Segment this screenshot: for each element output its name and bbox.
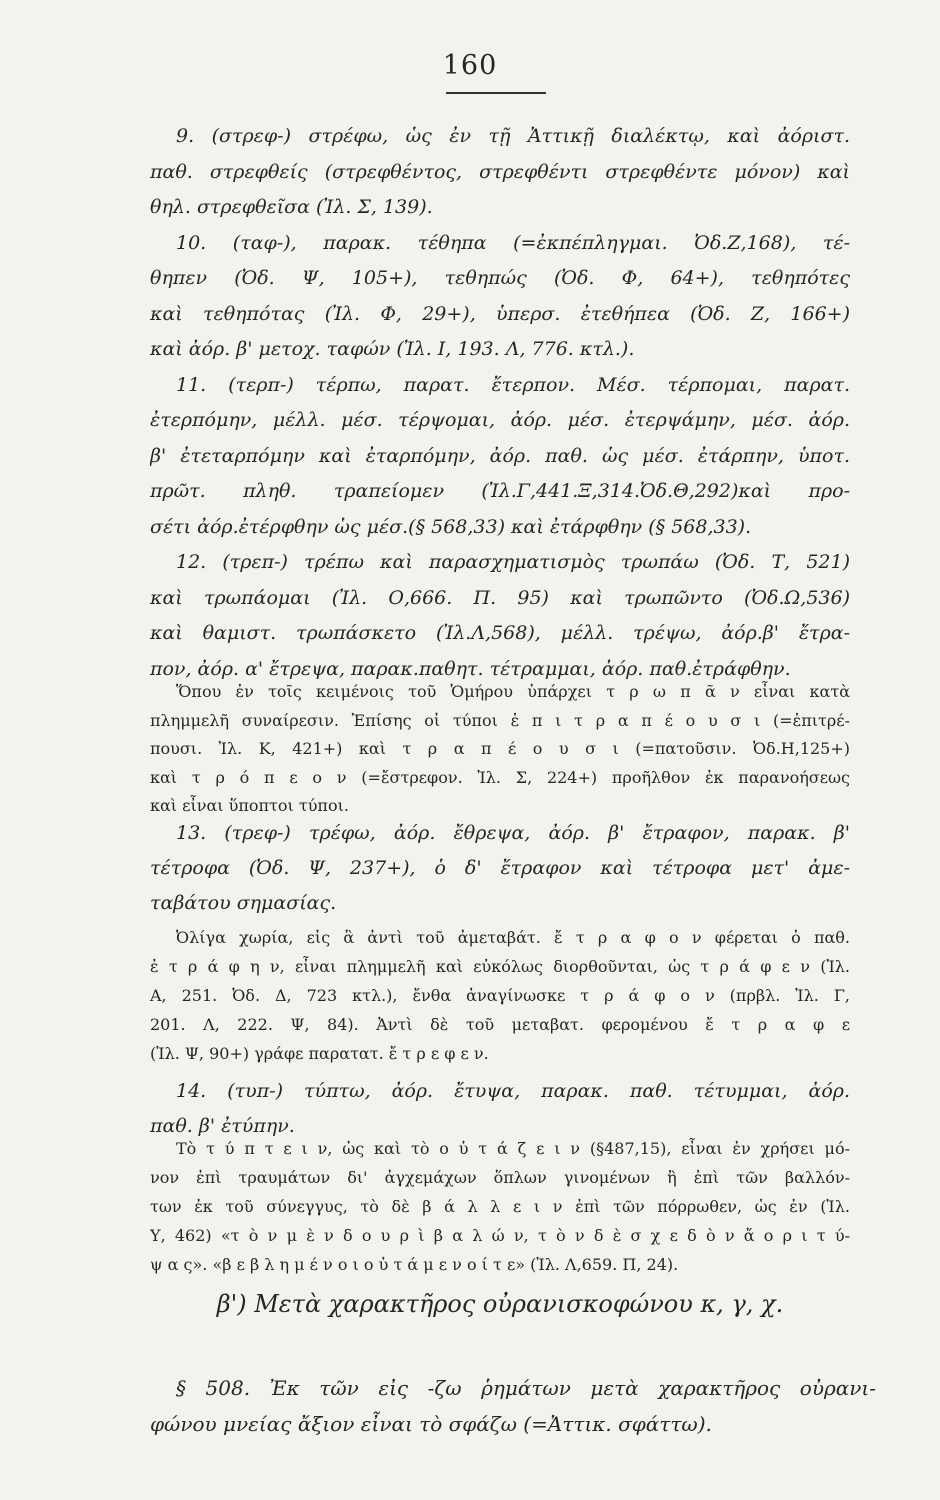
text-line: 10. (ταφ-), παρακ. τέθηπα (=ἐκπέπληγμαι. Ὀδ.Ζ,168), τέ-: [176, 231, 850, 254]
section-text-line: § 508. Ἐκ τῶν εἰς -ζω ῥημάτων μετὰ χαρακτῆρος οὐρανι-: [176, 1376, 876, 1400]
text-line: ἐ τ ρ ά φ η ν, εἶναι πλημμελῆ καὶ εὐκόλως διορθοῦνται, ὡς τ ρ ά φ ε ν (Ἰλ.: [150, 957, 850, 976]
header-rule: [446, 92, 546, 94]
text-line: 13. (τρεφ-) τρέφω, ἀόρ. ἔθρεψα, ἀόρ. β' ἔτραφον, παρακ. β': [176, 822, 850, 844]
text-line: θηλ. στρεφθεῖσα (Ἰλ. Σ, 139).: [150, 196, 433, 218]
text-line: (Ἰλ. Ψ, 90+) γράφε παρατατ. ἔ τ ρ ε φ ε ν.: [150, 1044, 489, 1063]
text-line: καὶ τρωπάομαι (Ἰλ. Ο,666. Π. 95) καὶ τρωπῶντο (Ὀδ.Ω,536): [150, 586, 850, 609]
text-line: 9. (στρεφ-) στρέφω, ὡς ἐν τῇ Ἀττικῇ διαλέκτῳ, καὶ ἀόριστ.: [176, 125, 850, 147]
text-line: Τὸ τ ύ π τ ε ι ν, ὡς καὶ τὸ ο ὐ τ ά ζ ε ι ν (§487,15), εἶναι ἐν χρήσει μό-: [176, 1139, 850, 1158]
text-line: καὶ εἶναι ὕποπτοι τύποι.: [150, 796, 349, 815]
text-line: σέτι ἀόρ.ἐτέρφθην ὡς μέσ.(§ 568,33) καὶ ἐτάρφθην (§ 568,33).: [150, 515, 752, 538]
text-line: καὶ τ ρ ό π ε ο ν (=ἔστρεφον. Ἰλ. Σ, 224+) προῆλθον ἐκ παρανοήσεως: [150, 767, 850, 787]
section-text-line: φώνου μνείας ἄξιον εἶναι τὸ σφάζω (=Ἀττικ. σφάττω).: [150, 1412, 712, 1436]
text-line: 11. (τερπ-) τέρπω, παρατ. ἔτερπον. Μέσ. τέρπομαι, παρατ.: [176, 373, 850, 396]
text-line: πουσι. Ἰλ. Κ, 421+) καὶ τ ρ α π έ ο υ σ ι (=πατοῦσιν. Ὀδ.Η,125+): [150, 739, 850, 758]
text-line: θηπεν (Ὀδ. Ψ, 105+), τεθηπώς (Ὀδ. Φ, 64+), τεθηπότες: [150, 267, 850, 289]
text-line: καὶ θαμιστ. τρωπάσκετο (Ἰλ.Λ,568), μέλλ. τρέψω, ἀόρ.β' ἔτρα-: [150, 622, 850, 644]
text-line: των ἐκ τοῦ σύνεγγυς, τὸ δὲ β ά λ λ ε ι ν ἐπὶ τῶν πόρρωθεν, ὡς ἐν (Ἰλ.: [150, 1197, 850, 1216]
text-line: Α, 251. Ὀδ. Δ, 723 κτλ.), ἔνθα ἀναγίνωσκε τ ρ ά φ ο ν (πρβλ. Ἰλ. Γ,: [150, 986, 850, 1005]
text-line: νον ἐπὶ τραυμάτων δι' ἀγχεμάχων ὅπλων γινομένων ἢ ἐπὶ τῶν βαλλόν-: [150, 1168, 850, 1187]
section-subheading: β') Μετὰ χαρακτῆρος οὐρανισκοφώνου κ, γ, χ.: [216, 1290, 784, 1318]
text-line: καὶ ἀόρ. β' μετοχ. ταφών (Ἰλ. Ι, 193. Λ, 776. κτλ.).: [150, 338, 635, 360]
text-line: Υ, 462) «τ ὸ ν μ ὲ ν δ ο υ ρ ὶ β α λ ώ ν, τ ὸ ν δ ὲ σ χ ε δ ὸ ν ἄ ο ρ ι τ ύ-: [150, 1226, 850, 1245]
text-line: 14. (τυπ-) τύπτω, ἀόρ. ἔτυψα, παρακ. παθ. τέτυμμαι, ἀόρ.: [176, 1080, 850, 1102]
text-line: ψ α ς». «β ε β λ η μ έ ν ο ι ο ὐ τ ά μ ε ν ο ί τ ε» (Ἰλ. Λ,659. Π, 24).: [150, 1255, 679, 1274]
text-line: πλημμελῆ συναίρεσιν. Ἐπίσης οἱ τύποι ἐ π ι τ ρ α π έ ο υ σ ι (=ἐπιτρέ-: [150, 710, 850, 730]
text-line: β' ἐτεταρπόμην καὶ ἐταρπόμην, ἀόρ. παθ. ὡς μέσ. ἐτάρπην, ὑποτ.: [150, 444, 850, 467]
text-line: καὶ τεθηπότας (Ἰλ. Φ, 29+), ὑπερσ. ἐτεθήπεα (Ὀδ. Ζ, 166+): [150, 302, 850, 325]
text-line: ἐτερπόμην, μέλλ. μέσ. τέρψομαι, ἀόρ. μέσ. ἐτερψάμην, μέσ. ἀόρ.: [150, 409, 850, 431]
text-line: τέτροφα (Ὀδ. Ψ, 237+), ὁ δ' ἔτραφον καὶ τέτροφα μετ' ἀμε-: [150, 857, 850, 879]
text-line: 12. (τρεπ-) τρέπω καὶ παρασχηματισμὸς τρωπάω (Ὀδ. Τ, 521): [176, 551, 850, 573]
text-line: πρῶτ. πληθ. τραπείομεν (Ἰλ.Γ,441.Ξ,314.Ὀδ.Θ,292)καὶ προ-: [150, 480, 850, 502]
text-line: παθ. στρεφθείς (στρεφθέντος, στρεφθέντι στρεφθέντε μόνον) καὶ: [150, 160, 850, 183]
page-number: 160: [442, 50, 498, 81]
text-line: 201. Λ, 222. Ψ, 84). Ἀντὶ δὲ τοῦ μεταβατ. φερομένου ἔ τ ρ α φ ε: [150, 1015, 850, 1034]
text-line: Ὀλίγα χωρία, εἰς ἃ ἀντὶ τοῦ ἀμεταβάτ. ἔ τ ρ α φ ο ν φέρεται ὁ παθ.: [176, 928, 850, 947]
text-line: Ὅπου ἐν τοῖς κειμένοις τοῦ Ὁμήρου ὑπάρχει τ ρ ω π ᾶ ν εἶναι κατὰ: [176, 682, 850, 701]
text-line: πον, ἀόρ. α' ἔτρεψα, παρακ.παθητ. τέτραμμαι, ἀόρ. παθ.ἐτράφθην.: [150, 657, 791, 680]
text-line: ταβάτου σημασίας.: [150, 892, 337, 914]
text-line: παθ. β' ἐτύπην.: [150, 1115, 295, 1137]
